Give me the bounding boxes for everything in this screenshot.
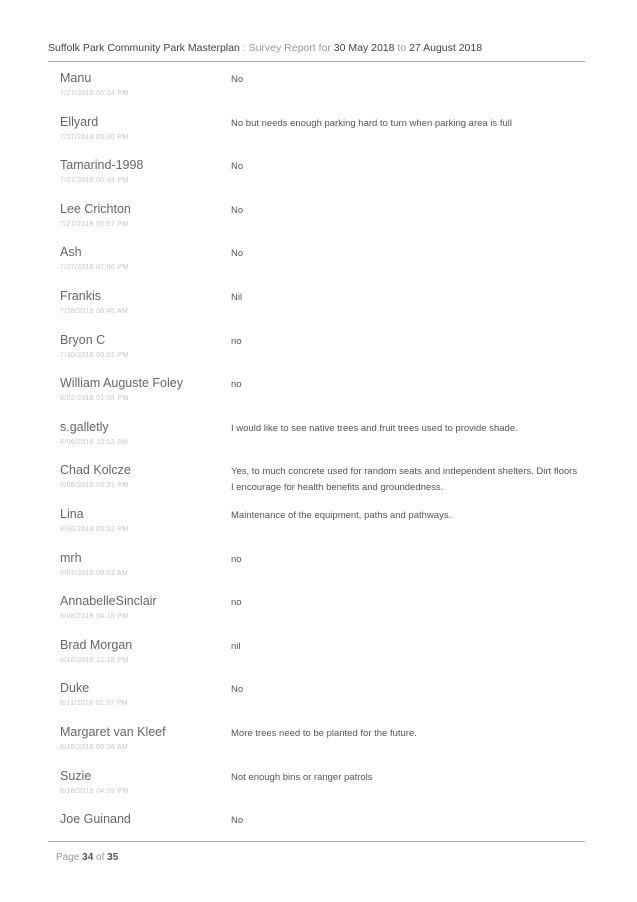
respondent-name: Duke [60,681,90,696]
header-separator: : [239,42,249,54]
page-header [48,42,588,54]
response-timestamp: 8/02/2018 01:38 PM [60,395,129,403]
response-timestamp: 8/15/2018 09:36 AM [60,743,129,751]
response-entry [0,507,637,551]
response-answer: No [231,204,244,216]
header-divider [48,61,585,62]
response-answer: no [231,335,242,347]
document-title: Suffolk Park Community Park Masterplan [48,42,240,54]
response-answer: No [231,74,244,85]
response-answer: No [231,161,244,173]
respondent-name: Chad Kolcze [60,463,131,478]
response-timestamp: 8/11/2018 02:07 PM [60,700,128,708]
response-entry [0,812,637,856]
response-list [0,71,637,856]
response-timestamp: 8/06/2018 10:52 AM [60,438,129,446]
response-answer: More trees need to be planted for the future. [231,727,417,739]
response-entry [0,115,637,159]
respondent-name: mrh [60,550,82,565]
response-entry [0,245,637,289]
respondent-name: Frankis [60,288,101,303]
response-timestamp: 7/28/2018 08:45 AM [60,307,129,315]
response-answer: No [231,684,244,696]
response-timestamp: 7/27/2018 05:30 PM [60,133,129,141]
response-entry [0,376,637,420]
page-number: 34 [82,852,94,863]
respondent-name: Brad Morgan [60,637,133,652]
respondent-name: Manu [60,71,92,85]
response-answer: Yes, to much concrete used for random seats and independent shelters. Dirt floors I encourage for health benefits and groundedness. [231,466,578,494]
page-of-label: of [93,852,108,863]
respondent-name: Ellyard [60,114,99,129]
response-entry [0,594,637,638]
date-range-to: to [394,42,410,54]
page-label: Page [56,852,83,863]
respondent-name: Margaret van Kleef [60,724,166,739]
response-timestamp: 8/18/2018 04:35 PM [60,787,129,795]
respondent-name: s.galletly [60,419,109,434]
response-entry [0,769,637,813]
respondent-name: Suzie [60,768,92,783]
response-answer: nil [231,640,241,652]
response-answer: no [231,553,242,565]
response-entry [0,638,637,682]
respondent-name: William Auguste Foley [60,376,183,391]
response-entry [0,551,637,595]
response-entry [0,158,637,202]
response-timestamp: 8/08/2018 04:15 PM [60,613,129,621]
response-entry [0,71,637,115]
respondent-name: Lee Crichton [60,201,131,216]
response-timestamp: 7/27/2018 05:57 PM [60,220,129,228]
total-pages: 35 [107,852,119,863]
response-timestamp: 8/06/2018 03:31 PM [60,482,129,490]
response-answer: Not enough bins or ranger patrols [231,771,373,783]
respondent-name: Bryon C [60,332,106,347]
response-entry [0,725,637,769]
response-entry [0,202,637,246]
respondent-name: Lina [60,506,84,521]
response-entry [0,289,637,333]
response-answer: No but needs enough parking hard to turn when parking area is full [231,117,512,129]
response-answer: Nil [231,291,243,303]
response-timestamp: 7/27/2018 05:43 PM [60,177,129,185]
response-answer: Maintenance of the equipment, paths and pathways. [231,509,452,521]
response-timestamp: 7/27/2018 05:24 PM [60,90,129,97]
footer-divider [48,841,585,842]
response-answer: no [231,379,242,391]
report-start-date: 30 May 2018 [333,42,395,54]
report-end-date: 27 August 2018 [409,42,483,54]
response-timestamp: 7/30/2018 03:01 PM [60,351,129,359]
respondent-name: AnnabelleSinclair [60,594,157,609]
response-timestamp: 7/27/2018 07:06 PM [60,264,129,272]
response-answer: No [231,815,244,827]
report-label: Survey Report for [248,42,334,54]
response-timestamp: 8/07/2018 09:53 AM [60,569,129,577]
response-entry [0,463,637,507]
respondent-name: Joe Guinand [60,812,131,827]
response-timestamp: 8/06/2018 05:32 PM [60,525,129,533]
page-footer [56,852,118,863]
response-answer: no [231,597,242,609]
respondent-name: Tamarind-1998 [60,158,144,173]
response-timestamp: 8/10/2018 12:15 PM [60,656,129,664]
response-entry [0,420,637,464]
respondent-name: Ash [60,245,82,260]
response-entry [0,333,637,377]
response-entry [0,681,637,725]
response-answer: No [231,248,244,260]
response-answer: I would like to see native trees and fruit trees used to provide shade. [231,422,518,434]
